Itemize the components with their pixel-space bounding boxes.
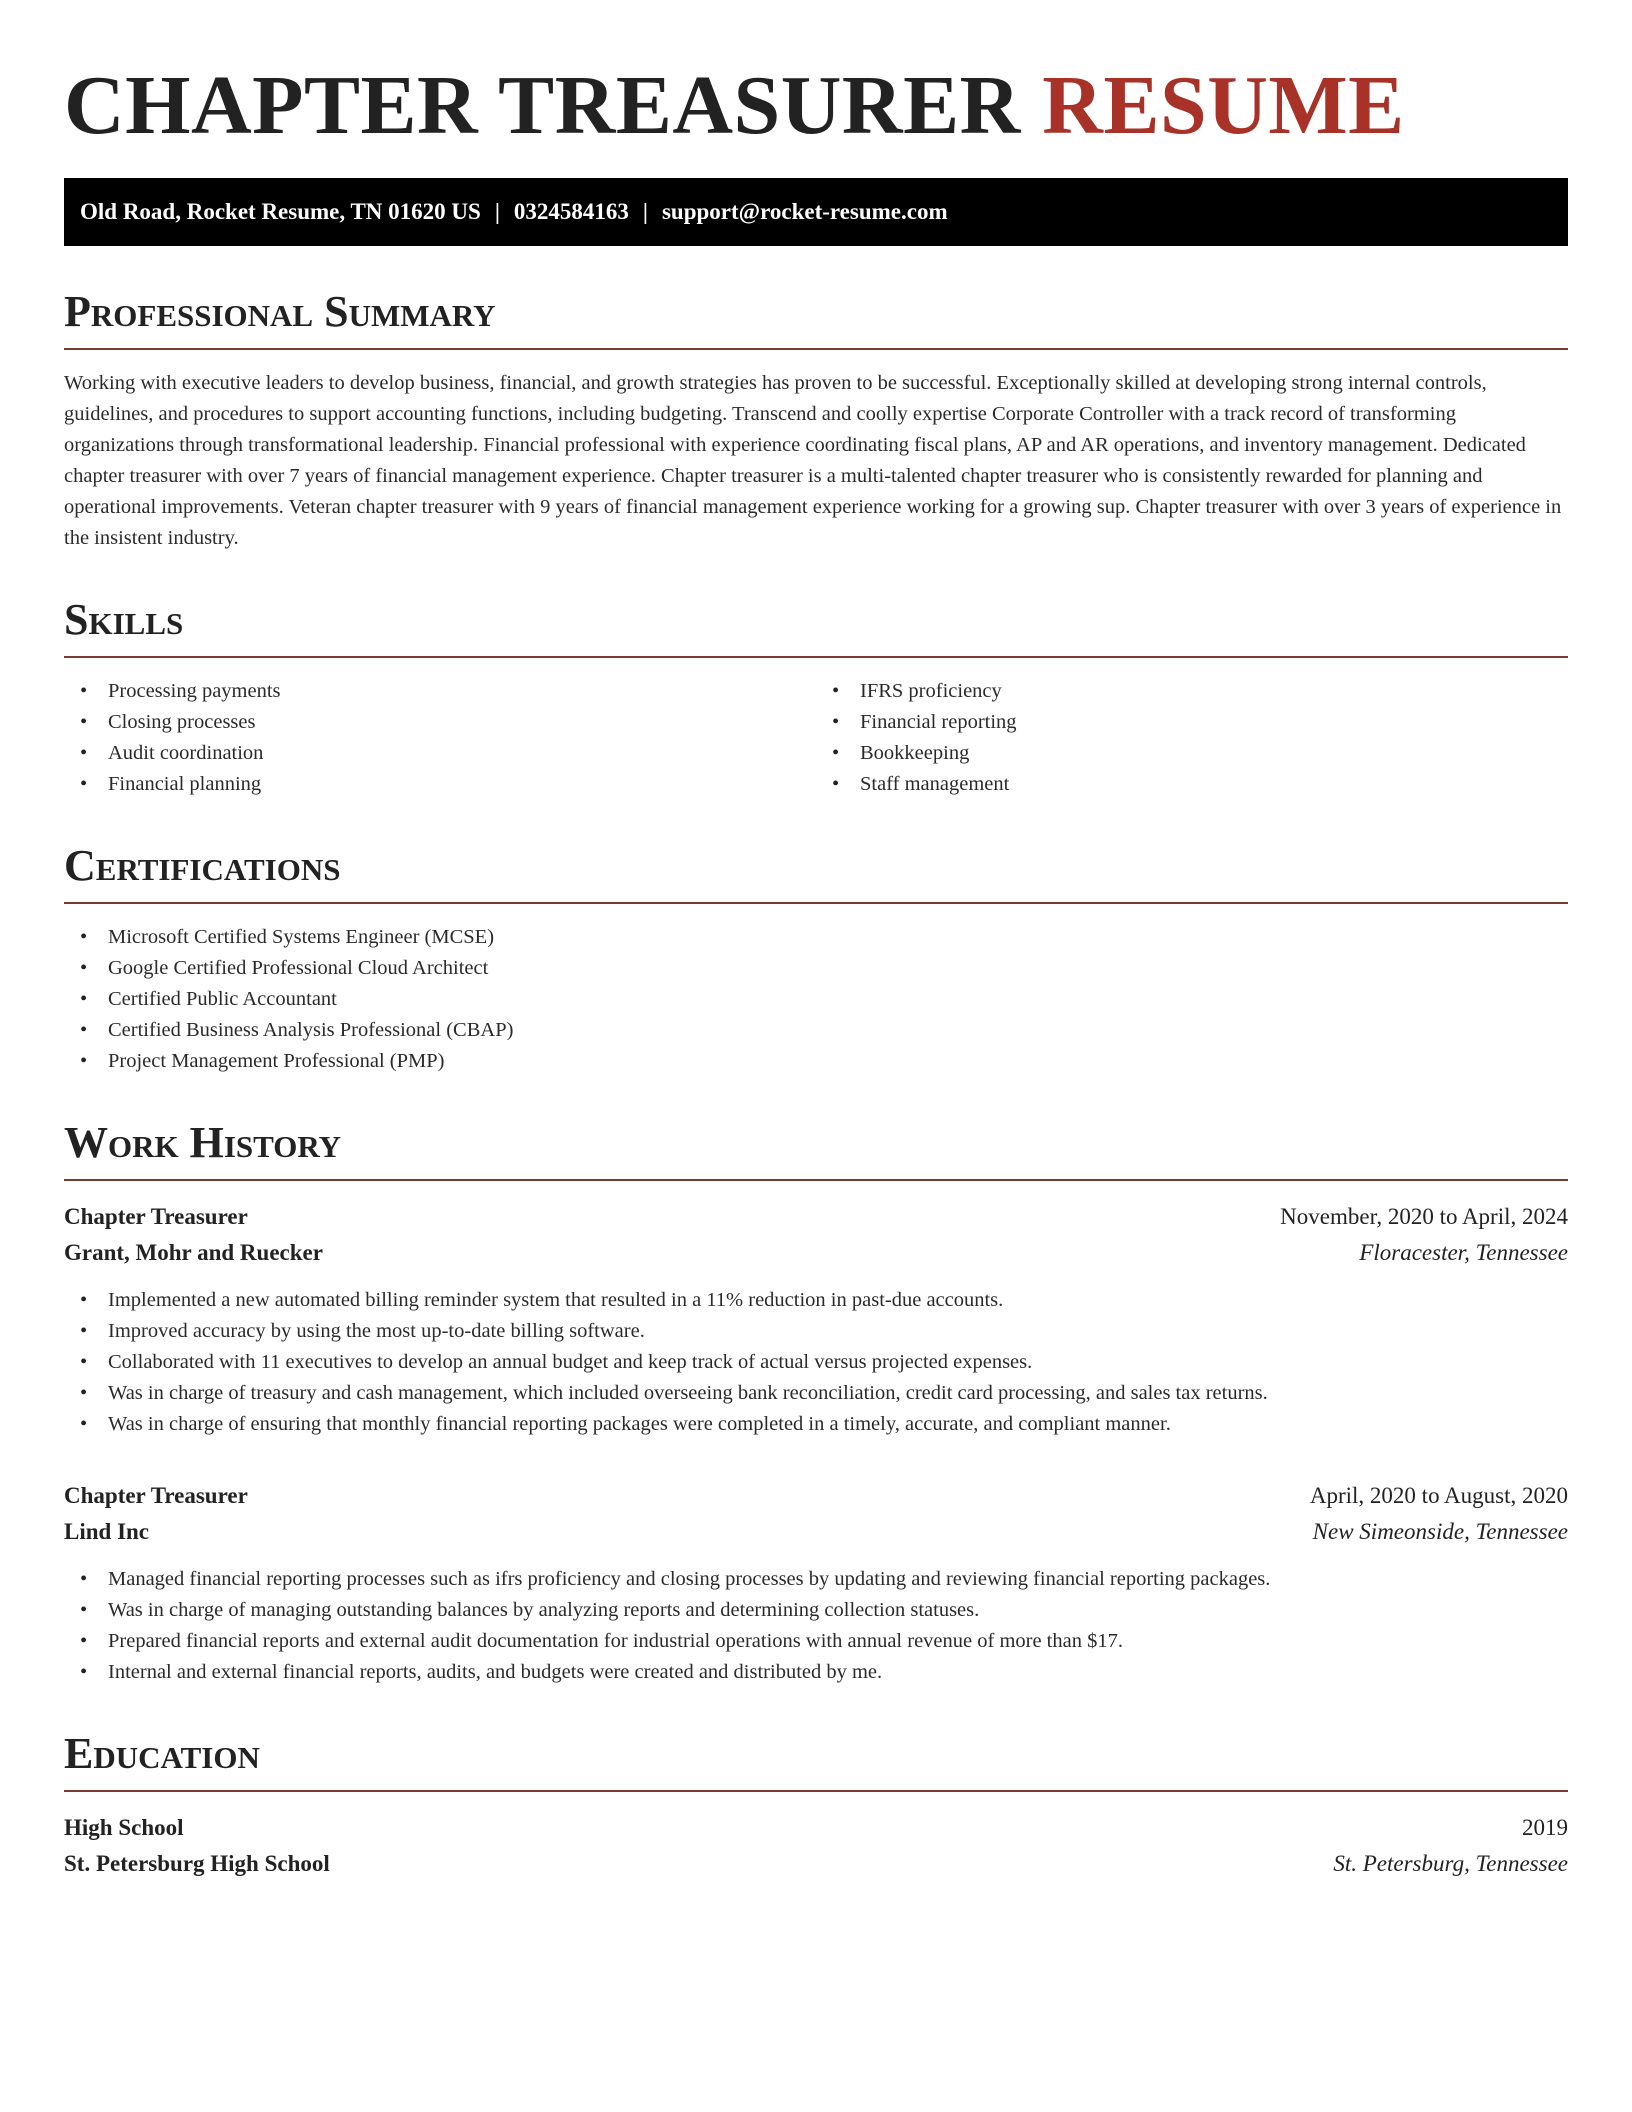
skill-item: • Processing payments: [64, 676, 816, 707]
certifications-heading: Certifications: [64, 844, 1568, 904]
resume-title: [64, 59, 1568, 152]
contact-bar: [64, 178, 1568, 246]
skill-item: • IFRS proficiency: [816, 676, 1568, 707]
job-bullet: • Was in charge of managing outstanding balances by analyzing reports and determining collection statuses.: [64, 1595, 1568, 1626]
education-location: St. Petersburg, Tennessee: [1333, 1851, 1568, 1876]
job-bullet: • Collaborated with 11 executives to develop an annual budget and keep track of actual versus projected expenses.: [64, 1347, 1568, 1378]
job-entry: [64, 1199, 1568, 1440]
job-bullet: • Internal and external financial reports, audits, and budgets were created and distributed by me.: [64, 1657, 1568, 1688]
skills-section: [64, 595, 1568, 800]
education-degree: High School: [64, 1815, 184, 1840]
job-entry: [64, 1478, 1568, 1688]
skill-item: • Financial reporting: [816, 707, 1568, 738]
contact-email[interactable]: support@rocket-resume.com: [661, 199, 948, 224]
summary-text: Working with executive leaders to develop business, financial, and growth strategies has proven to be successful. Exceptionally skilled at developing strong internal controls, guidelines, and procedures to support accounting functions, including budgeting. Transcend and coolly expertise Corporate Controller with a track record of transforming organizations through transformational leadership. Financial professional with experience coordinating fiscal plans, AP and AR operations, and inventory management. Dedicated chapter treasurer with over 7 years of financial management experience. Chapter treasurer is a multi-talented chapter treasurer who is consistently rewarded for planning and operational improvements. Veteran chapter treasurer with 9 years of financial management experience working for a growing sup. Chapter treasurer with over 3 years of experience in the insistent industry.: [64, 372, 1562, 549]
skills-column-right: [816, 676, 1568, 800]
certifications-section: [64, 841, 1568, 1077]
contact-address: Old Road, Rocket Resume, TN 01620 US: [80, 199, 481, 224]
job-company: Lind Inc: [64, 1519, 150, 1544]
title-main: CHAPTER TREASURER: [64, 59, 1021, 152]
skill-item: • Closing processes: [64, 707, 816, 738]
certification-item: • Project Management Professional (PMP): [64, 1046, 1568, 1077]
certification-item: • Microsoft Certified Systems Engineer (MCSE): [64, 922, 1568, 953]
job-location: Floracester, Tennessee: [1359, 1240, 1568, 1265]
summary-heading: Professional Summary: [64, 290, 1568, 350]
certification-item: • Certified Business Analysis Professional (CBAP): [64, 1015, 1568, 1046]
job-title: Chapter Treasurer: [64, 1204, 248, 1229]
job-dates: April, 2020 to August, 2020: [1309, 1483, 1568, 1508]
skill-item: • Bookkeeping: [816, 738, 1568, 769]
work-history-section: [64, 1118, 1568, 1688]
job-bullet: • Prepared financial reports and external audit documentation for industrial operations with annual revenue of more than $17.: [64, 1626, 1568, 1657]
education-school: St. Petersburg High School: [64, 1851, 330, 1876]
contact-separator: |: [642, 199, 648, 224]
education-year: 2019: [1522, 1815, 1568, 1840]
job-bullet: • Was in charge of ensuring that monthly financial reporting packages were completed in a timely, accurate, and compliant manner.: [64, 1409, 1568, 1440]
job-location: New Simeonside, Tennessee: [1312, 1519, 1568, 1544]
job-bullet: • Improved accuracy by using the most up-to-date billing software.: [64, 1316, 1568, 1347]
skills-column-left: [64, 676, 816, 800]
job-dates: November, 2020 to April, 2024: [1280, 1204, 1568, 1229]
skills-heading: Skills: [64, 598, 1568, 658]
contact-separator: |: [494, 199, 500, 224]
skill-item: • Financial planning: [64, 769, 816, 800]
job-bullet: • Implemented a new automated billing reminder system that resulted in a 11% reduction in past-due accounts.: [64, 1285, 1568, 1316]
job-bullet: • Was in charge of treasury and cash management, which included overseeing bank reconciliation, credit card processing, and sales tax returns.: [64, 1378, 1568, 1409]
title-accent: RESUME: [1042, 59, 1405, 152]
job-bullet: • Managed financial reporting processes such as ifrs proficiency and closing processes by updating and reviewing financial reporting packages.: [64, 1564, 1568, 1595]
work-history-heading: Work History: [64, 1121, 1568, 1181]
job-company: Grant, Mohr and Ruecker: [64, 1240, 323, 1265]
contact-phone: 0324584163: [513, 199, 629, 224]
education-section: [64, 1729, 1568, 1882]
certification-item: • Google Certified Professional Cloud Architect: [64, 953, 1568, 984]
skill-item: • Staff management: [816, 769, 1568, 800]
certification-item: • Certified Public Accountant: [64, 984, 1568, 1015]
skill-item: • Audit coordination: [64, 738, 816, 769]
education-heading: Education: [64, 1732, 1568, 1792]
job-title: Chapter Treasurer: [64, 1483, 248, 1508]
summary-section: [64, 287, 1568, 554]
